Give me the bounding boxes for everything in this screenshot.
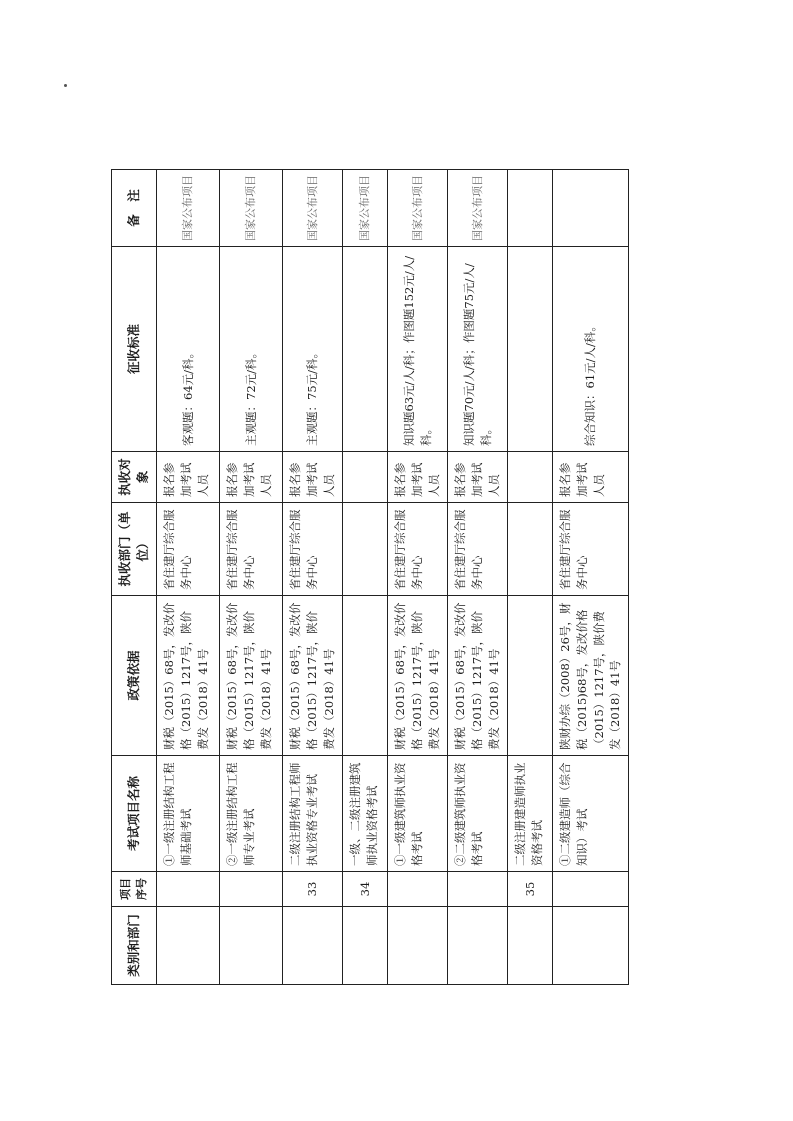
cell-name: ①一级建筑师执业资格考试 [388, 756, 448, 872]
cell-seq [157, 872, 220, 907]
cell-dept: 省住建厅综合服务中心 [388, 503, 448, 596]
cell-standard: 综合知识：61元/人/科。 [553, 247, 629, 452]
table-row [283, 170, 343, 985]
cell-seq: 34 [343, 872, 388, 907]
cell-name: ①二级建造师（综合知识）考试 [553, 756, 629, 872]
cell-name: ②二级建筑师执业资格考试 [448, 756, 508, 872]
cell-basis: 财税（2015）68号，发改价格（2015）1217号，陕价费发（2018）41号 [448, 596, 508, 756]
cell-dept [508, 503, 553, 596]
cell-basis: 陕财办综（2008）26号，财税（2015)68号，发改价格（2015）1217号，陕价费发（2018）41号 [553, 596, 629, 756]
cell-basis: 财税（2015）68号，发改价格（2015）1217号，陕价费发（2018）41号 [388, 596, 448, 756]
header-name: 考试项目名称 [112, 756, 157, 872]
header-category: 类别和部门 [112, 907, 157, 985]
cell-note: 国家公布项目 [283, 170, 343, 247]
cell-seq [220, 872, 283, 907]
cell-basis: 财税（2015）68号，发改价格（2015）1217号，陕价费发（2018）41号 [283, 596, 343, 756]
header-basis: 政策依据 [112, 596, 157, 756]
cell-name: 一级、二级注册建筑师执业资格考试 [343, 756, 388, 872]
cell-target [343, 452, 388, 503]
cell-note [553, 170, 629, 247]
cell-dept: 省住建厅综合服务中心 [553, 503, 629, 596]
cell-standard [508, 247, 553, 452]
table-row [448, 170, 508, 985]
header-target: 执收对象 [112, 452, 157, 503]
table-row [388, 170, 448, 985]
cell-dept [343, 503, 388, 596]
cell-target: 报名参加考试人员 [388, 452, 448, 503]
cell-dept: 省住建厅综合服务中心 [220, 503, 283, 596]
cell-target [508, 452, 553, 503]
cell-seq: 35 [508, 872, 553, 907]
cell-category [448, 907, 508, 985]
table-row [157, 170, 220, 985]
cell-note: 国家公布项目 [220, 170, 283, 247]
cell-name: ①一级注册结构工程师基础考试 [157, 756, 220, 872]
table-header-row [112, 170, 157, 985]
table-row [220, 170, 283, 985]
table-row [343, 170, 388, 985]
header-standard: 征收标准 [112, 247, 157, 452]
cell-note: 国家公布项目 [388, 170, 448, 247]
cell-target: 报名参加考试人员 [157, 452, 220, 503]
cell-standard: 知识题63元/人/科；作图题152元/人/科。 [388, 247, 448, 452]
cell-standard: 知识题70元/人/科；作图题75元/人/科。 [448, 247, 508, 452]
cell-category [157, 907, 220, 985]
cell-basis: 财税（2015）68号，发改价格（2015）1217号，陕价费发（2018）41号 [157, 596, 220, 756]
cell-category [220, 907, 283, 985]
cell-note [508, 170, 553, 247]
cell-name: 二级注册结构工程师执业资格专业考试 [283, 756, 343, 872]
cell-note: 国家公布项目 [343, 170, 388, 247]
cell-seq [388, 872, 448, 907]
cell-target: 报名参加考试人员 [553, 452, 629, 503]
cell-category [343, 907, 388, 985]
cell-target: 报名参加考试人员 [283, 452, 343, 503]
fee-table [111, 169, 629, 985]
cell-name: ②一级注册结构工程师专业考试 [220, 756, 283, 872]
cell-category [553, 907, 629, 985]
cell-note: 国家公布项目 [157, 170, 220, 247]
cell-standard: 主观题：75元/科。 [283, 247, 343, 452]
cell-seq: 33 [283, 872, 343, 907]
header-dept: 执收部门（单位） [112, 503, 157, 596]
cell-basis [343, 596, 388, 756]
cell-dept: 省住建厅综合服务中心 [448, 503, 508, 596]
cell-category [508, 907, 553, 985]
cell-note: 国家公布项目 [448, 170, 508, 247]
cell-target: 报名参加考试人员 [220, 452, 283, 503]
cell-dept: 省住建厅综合服务中心 [157, 503, 220, 596]
cell-standard: 主观题：72元/科。 [220, 247, 283, 452]
table-row [508, 170, 553, 985]
header-note: 备 注 [112, 170, 157, 247]
cell-seq [448, 872, 508, 907]
cell-category [388, 907, 448, 985]
header-seq: 项目序号 [112, 872, 157, 907]
cell-basis [508, 596, 553, 756]
table-row [553, 170, 629, 985]
cell-target: 报名参加考试人员 [448, 452, 508, 503]
cell-category [283, 907, 343, 985]
cell-standard: 客观题：64元/科。 [157, 247, 220, 452]
cell-name: 二级注册建造师执业资格考试 [508, 756, 553, 872]
fee-table-rotated [111, 170, 622, 985]
cell-dept: 省住建厅综合服务中心 [283, 503, 343, 596]
cell-basis: 财税（2015）68号，发改价格（2015）1217号，陕价费发（2018）41号 [220, 596, 283, 756]
scan-speck [64, 84, 67, 87]
cell-standard [343, 247, 388, 452]
cell-seq [553, 872, 629, 907]
